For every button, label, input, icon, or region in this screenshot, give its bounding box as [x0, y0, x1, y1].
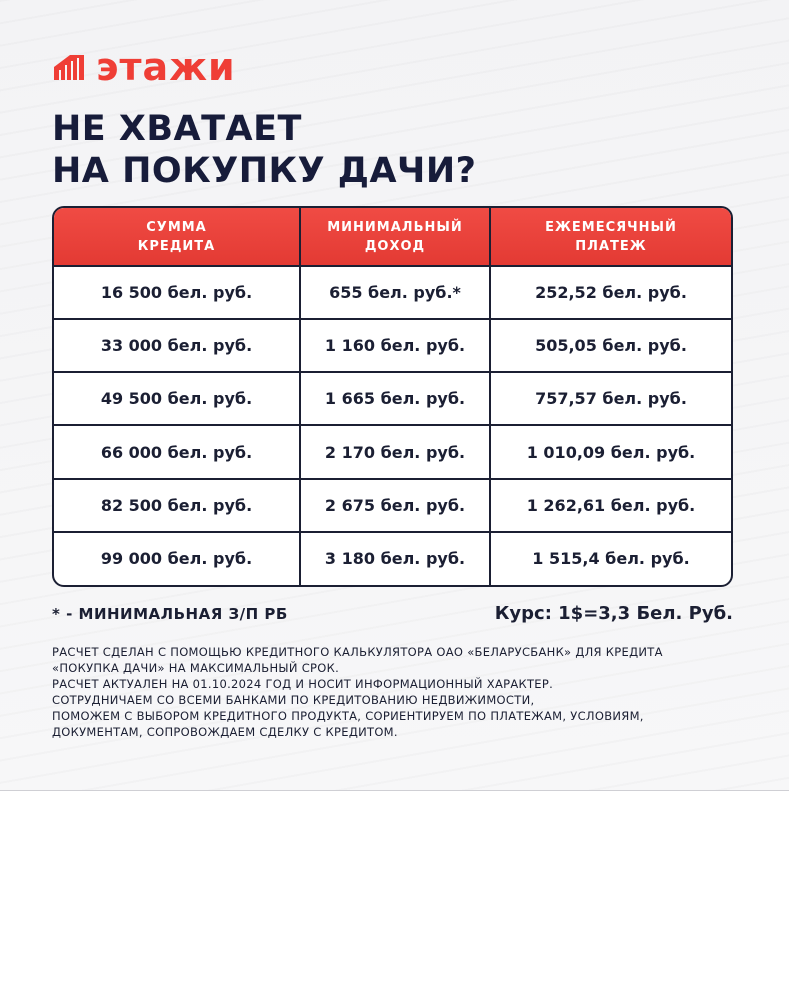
disclaimer-line: «ПОКУПКА ДАЧИ» НА МАКСИМАЛЬНЫЙ СРОК.	[52, 661, 340, 675]
min-income-cell: 655 бел. руб.*	[300, 266, 490, 319]
brand-logo	[52, 45, 236, 89]
loan-amount-cell: 82 500 бел. руб.	[54, 479, 300, 532]
footnote-min-wage: * - МИНИМАЛЬНАЯ З/П РБ	[52, 605, 288, 623]
disclaimer-line: ДОКУМЕНТАМ, СОПРОВОЖДАЕМ СДЕЛКУ С КРЕДИТОМ.	[52, 725, 398, 739]
table-row	[54, 425, 731, 478]
monthly-payment-cell: 505,05 бел. руб.	[490, 319, 731, 372]
table-row	[54, 479, 731, 532]
header-min-income: МИНИМАЛЬНЫЙ ДОХОД	[300, 208, 490, 266]
disclaimer-line: ПОМОЖЕМ С ВЫБОРОМ КРЕДИТНОГО ПРОДУКТА, СОРИЕНТИРУЕМ ПО ПЛАТЕЖАМ, УСЛОВИЯМ,	[52, 709, 644, 723]
monthly-payment-cell: 1 515,4 бел. руб.	[490, 532, 731, 585]
exchange-rate: Курс: 1$=3,3 Бел. Руб.	[494, 603, 733, 624]
monthly-payment-cell: 1 262,61 бел. руб.	[490, 479, 731, 532]
title-line-2: НА ПОКУПКУ ДАЧИ?	[52, 151, 477, 191]
table-row	[54, 319, 731, 372]
table-row	[54, 266, 731, 319]
disclaimer-line: РАСЧЕТ АКТУАЛЕН НА 01.10.2024 ГОД И НОСИТ ИНФОРМАЦИОННЫЙ ХАРАКТЕР.	[52, 677, 554, 691]
min-income-cell: 1 665 бел. руб.	[300, 372, 490, 425]
monthly-payment-cell: 757,57 бел. руб.	[490, 372, 731, 425]
min-income-cell: 2 170 бел. руб.	[300, 425, 490, 478]
loan-amount-cell: 33 000 бел. руб.	[54, 319, 300, 372]
loan-table	[52, 206, 733, 587]
loan-amount-cell: 49 500 бел. руб.	[54, 372, 300, 425]
disclaimer-line: РАСЧЕТ СДЕЛАН С ПОМОЩЬЮ КРЕДИТНОГО КАЛЬКУЛЯТОРА ОАО «БЕЛАРУСБАНК» ДЛЯ КРЕДИТА	[52, 645, 663, 659]
table-row	[54, 372, 731, 425]
header-loan-amount: СУММА КРЕДИТА	[54, 208, 300, 266]
loan-amount-cell: 16 500 бел. руб.	[54, 266, 300, 319]
brand-name: этажи	[96, 45, 236, 89]
min-income-cell: 2 675 бел. руб.	[300, 479, 490, 532]
disclaimer-text	[52, 644, 752, 740]
monthly-payment-cell: 1 010,09 бел. руб.	[490, 425, 731, 478]
page-title	[52, 108, 476, 192]
table-header-row	[54, 208, 731, 266]
loan-amount-cell: 66 000 бел. руб.	[54, 425, 300, 478]
disclaimer-line: СОТРУДНИЧАЕМ СО ВСЕМИ БАНКАМИ ПО КРЕДИТОВАНИЮ НЕДВИЖИМОСТИ,	[52, 693, 535, 707]
title-line-1: НЕ ХВАТАЕТ	[52, 109, 302, 149]
header-monthly-payment: ЕЖЕМЕСЯЧНЫЙ ПЛАТЕЖ	[545, 219, 677, 254]
loan-amount-cell: 99 000 бел. руб.	[54, 532, 300, 585]
building-stairs-icon	[52, 53, 86, 81]
monthly-payment-cell: 252,52 бел. руб.	[490, 266, 731, 319]
table-row	[54, 532, 731, 585]
min-income-cell: 1 160 бел. руб.	[300, 319, 490, 372]
min-income-cell: 3 180 бел. руб.	[300, 532, 490, 585]
